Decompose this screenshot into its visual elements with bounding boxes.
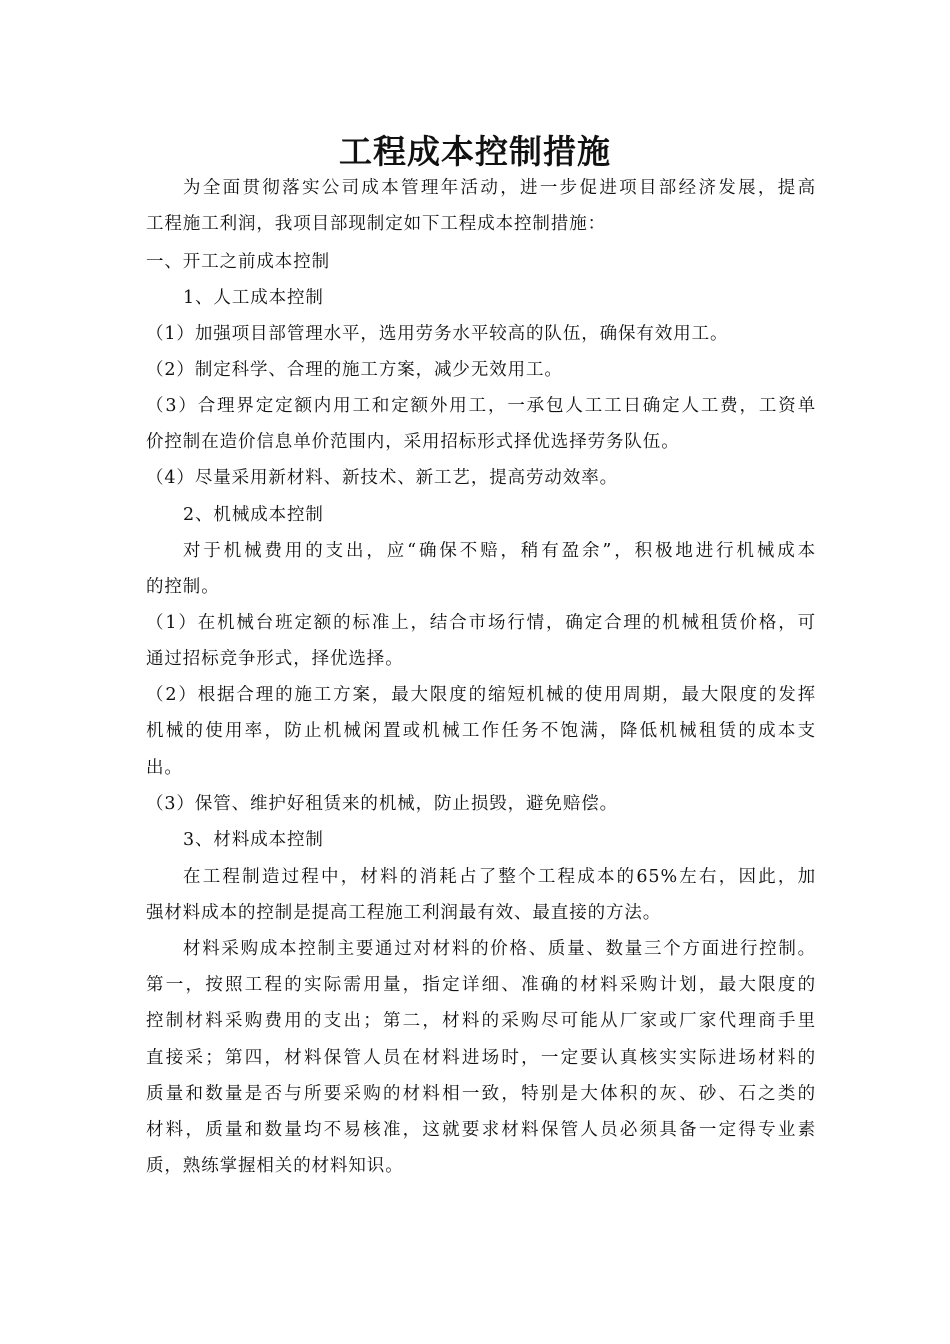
- list-item-continuation: 通过招标竞争形式，择优选择。: [146, 649, 404, 669]
- list-item: （1）加强项目部管理水平，选用劳务水平较高的队伍，确保有效用工。: [146, 324, 729, 344]
- paragraph-line: 第一，按照工程的实际需用量，指定详细、准确的材料采购计划，最大限度的: [146, 975, 816, 995]
- subsection-heading: 2、机械成本控制: [183, 505, 324, 525]
- paragraph-line: 质，熟练掌握相关的材料知识。: [146, 1156, 404, 1176]
- paragraph-line: 质量和数量是否与所要采购的材料相一致，特别是大体积的灰、砂、石之类的: [146, 1084, 816, 1104]
- list-item: （3）保管、维护好租赁来的机械，防止损毁，避免赔偿。: [146, 794, 619, 814]
- paragraph-line: 的控制。: [146, 577, 220, 597]
- paragraph-line: 为全面贯彻落实公司成本管理年活动，进一步促进项目部经济发展，提高: [183, 178, 816, 198]
- subsection-heading: 1、人工成本控制: [183, 288, 324, 308]
- list-item: （2）根据合理的施工方案，最大限度的缩短机械的使用周期，最大限度的发挥: [146, 685, 816, 705]
- list-item-continuation: 出。: [146, 758, 183, 778]
- list-item: （3）合理界定定额内用工和定额外用工，一承包人工工日确定人工费，工资单: [146, 396, 816, 416]
- paragraph-line: 在工程制造过程中，材料的消耗占了整个工程成本的65%左右，因此，加: [183, 867, 816, 887]
- list-item-continuation: 机械的使用率，防止机械闲置或机械工作任务不饱满，降低机械租赁的成本支: [146, 721, 816, 741]
- paragraph-line: 材料采购成本控制主要通过对材料的价格、质量、数量三个方面进行控制。: [183, 939, 816, 959]
- section-heading: 一、开工之前成本控制: [146, 252, 330, 272]
- page-title: 工程成本控制措施: [339, 132, 611, 171]
- list-item: （4）尽量采用新材料、新技术、新工艺，提高劳动效率。: [146, 468, 619, 488]
- subsection-heading: 3、材料成本控制: [183, 830, 324, 850]
- paragraph-line: 材料，质量和数量均不易核准，这就要求材料保管人员必须具备一定得专业素: [146, 1120, 816, 1140]
- paragraph-line: 工程施工利润，我项目部现制定如下工程成本控制措施：: [146, 214, 606, 234]
- list-item: （1）在机械台班定额的标准上，结合市场行情，确定合理的机械租赁价格，可: [146, 613, 816, 633]
- paragraph-line: 对于机械费用的支出，应“确保不赔，稍有盈余”，积极地进行机械成本: [183, 541, 816, 561]
- paragraph-line: 强材料成本的控制是提高工程施工利润最有效、最直接的方法。: [146, 903, 662, 923]
- list-item: （2）制定科学、合理的施工方案，减少无效用工。: [146, 360, 563, 380]
- paragraph-line: 控制材料采购费用的支出；第二，材料的采购尽可能从厂家或厂家代理商手里: [146, 1011, 816, 1031]
- paragraph-line: 直接采；第四，材料保管人员在材料进场时，一定要认真核实实际进场材料的: [146, 1048, 816, 1068]
- list-item-continuation: 价控制在造价信息单价范围内，采用招标形式择优选择劳务队伍。: [146, 432, 680, 452]
